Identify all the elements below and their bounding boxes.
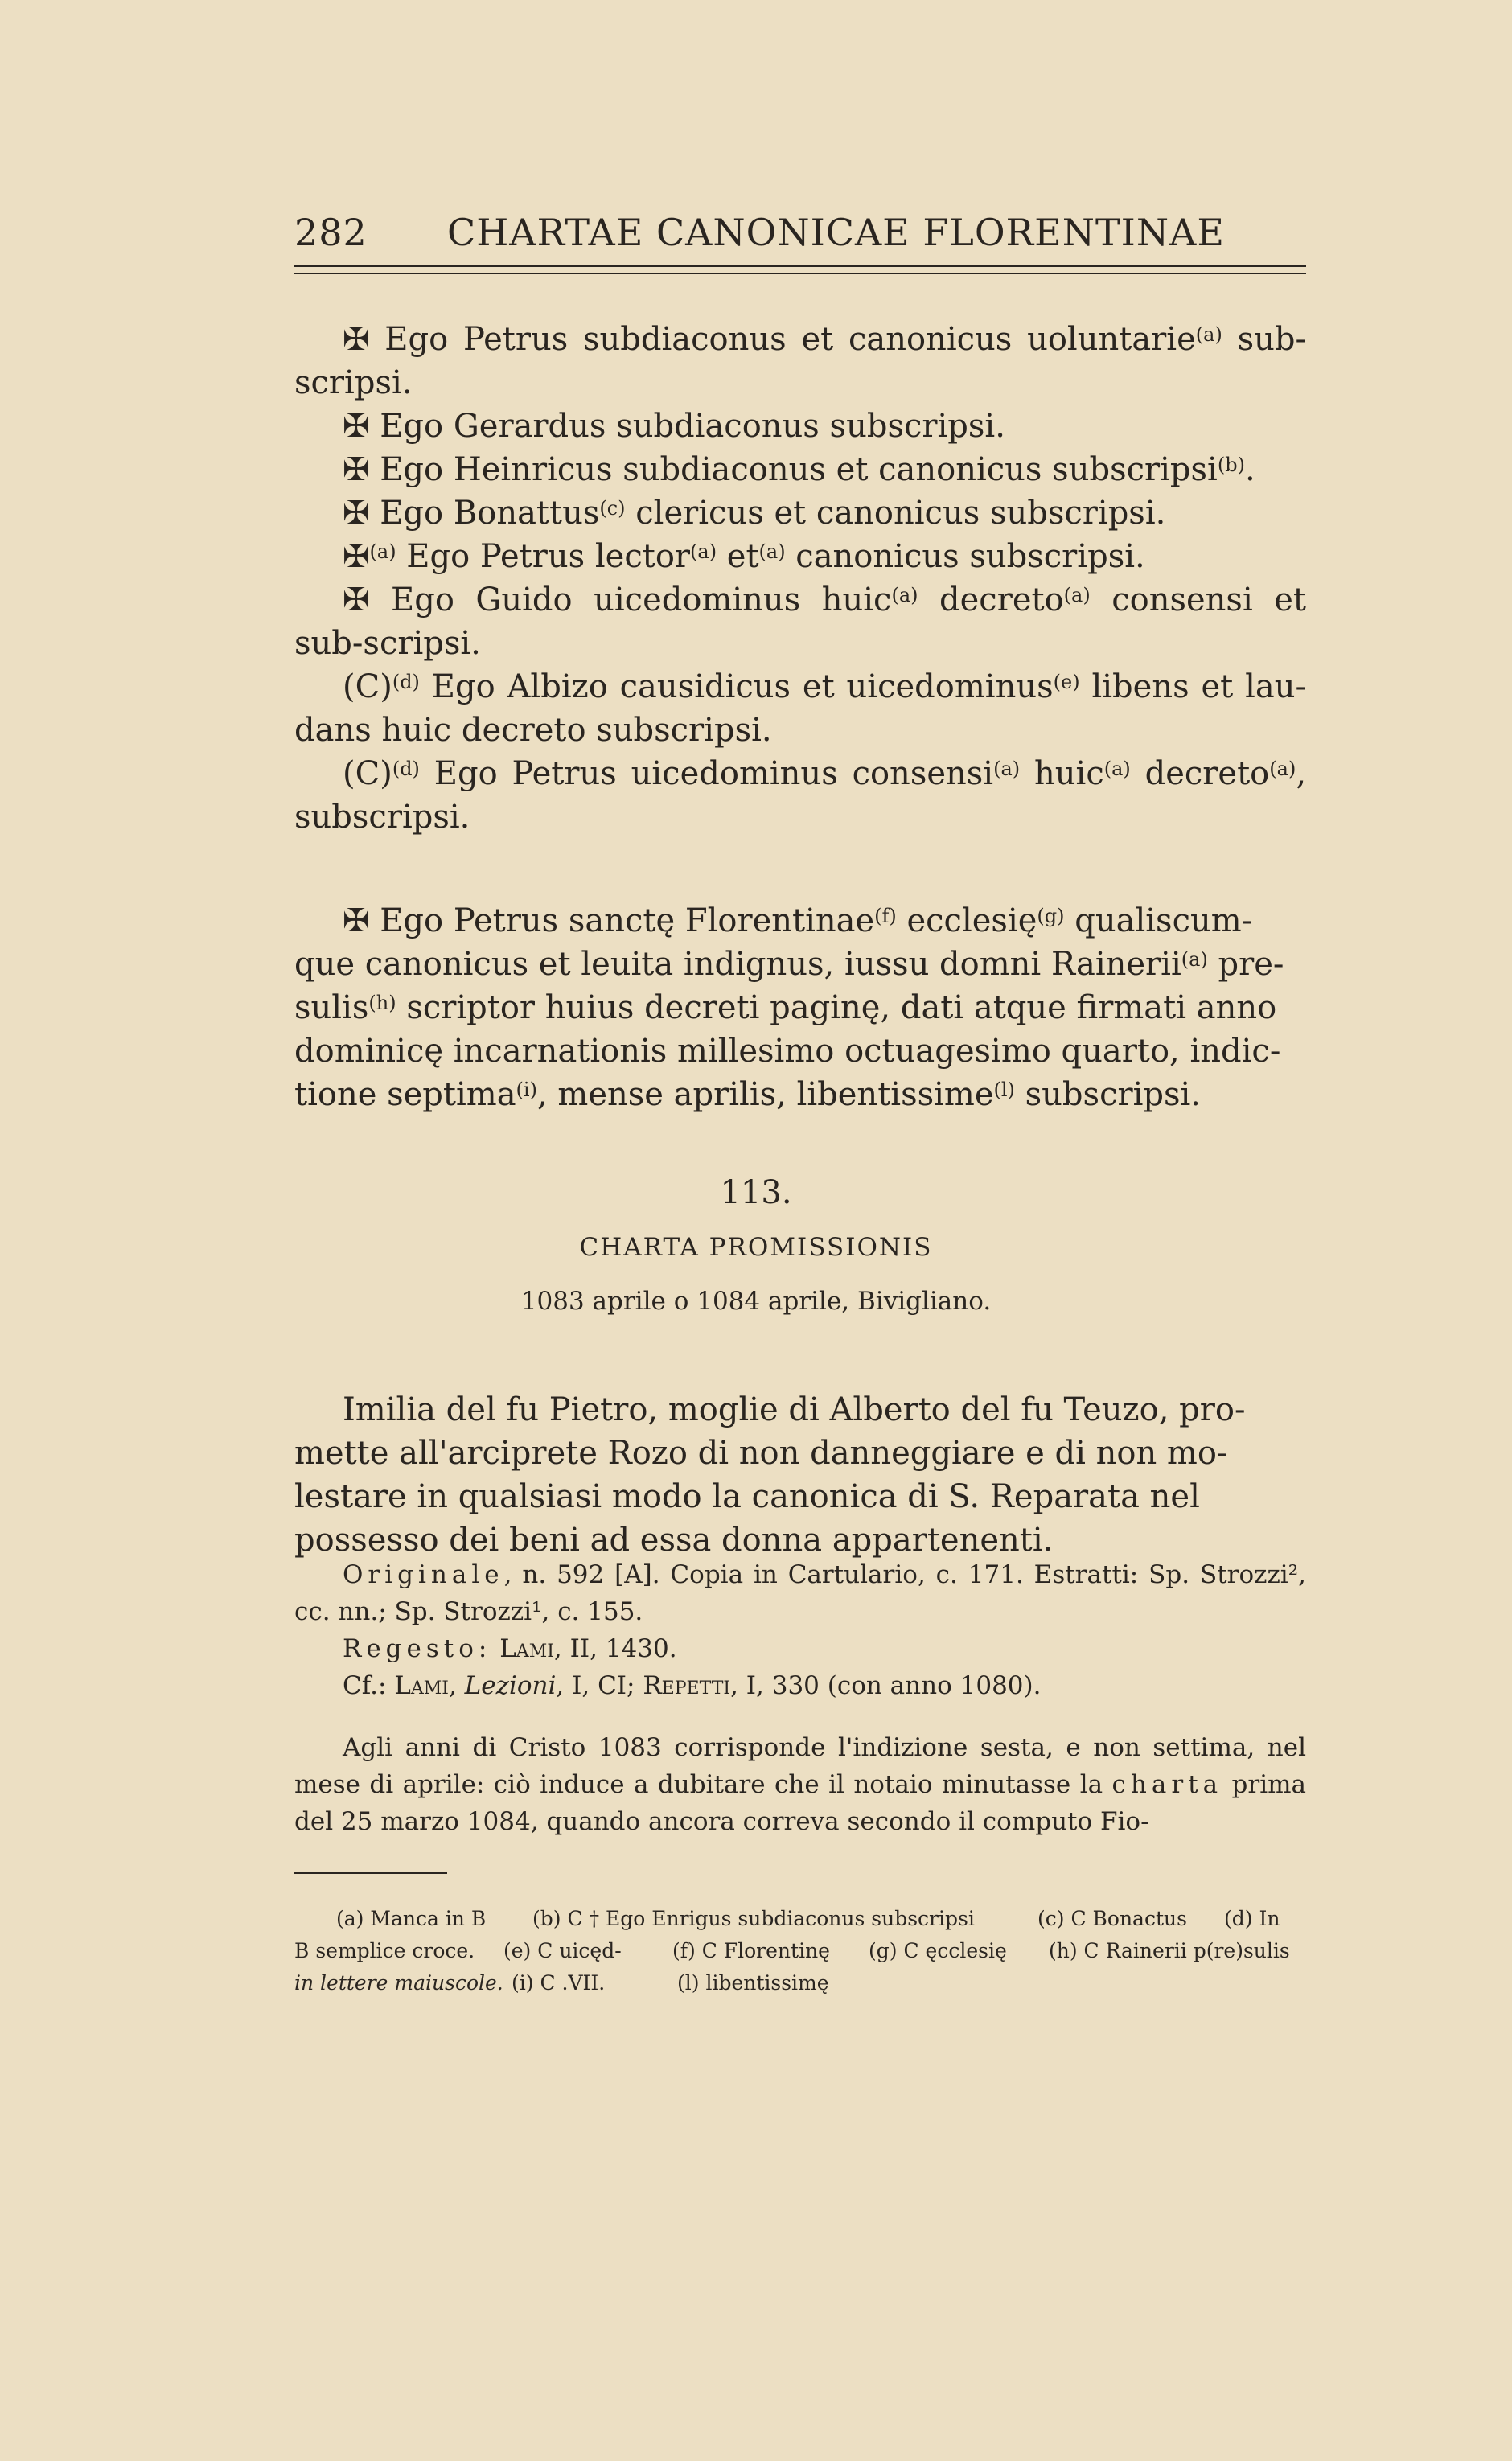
page-number: 282 [294, 211, 368, 254]
running-title: CHARTAE CANONICAE FLORENTINAE [447, 211, 1225, 254]
footnote-d-end: in lettere maiuscole. [294, 1971, 503, 1995]
footnote-row [294, 1903, 1306, 1935]
footnote-g: (g) C ęcclesię [869, 1939, 1007, 1962]
signatures-block [294, 318, 1306, 839]
footnote-f: (f) C Florentinę [672, 1939, 830, 1962]
header-rule [294, 265, 1306, 274]
document-date: 1083 aprile o 1084 aprile, Bivigliano. [520, 1287, 992, 1316]
signature-line: ✠$^{(a)}$ Ego Petrus lector$^{(a)}$ $et^{(a)}$ canonicus subscripsi. [343, 538, 1145, 575]
footnote-d-cont: B semplice croce. [294, 1939, 475, 1962]
cross-icon: ✠ [343, 321, 370, 358]
cross-icon: ✠ [343, 581, 370, 618]
footnote-rule [294, 1872, 447, 1874]
footnotes [294, 1903, 1306, 1999]
signature-line: ✠ Ego Gerardus subdiaconus subscripsi. [343, 408, 1005, 445]
footnote-d: (d) In [1224, 1907, 1280, 1930]
commentary: Agli anni di Cristo 1083 corrisponde l'indizione sesta, e non settima, nel mese di aprile: ciò induce a dubitare che il notaio minutasse la charta prima del 25 marzo 1084, quando ancora correva secondo il computo Fio- [294, 1733, 1307, 1836]
document-title: CHARTA PROMISSIONIS [579, 1233, 933, 1262]
cross-icon: ✠ [343, 408, 370, 445]
footnote-l: (l) libentissimę [677, 1971, 829, 1995]
footnote-row [294, 1935, 1306, 1967]
signature-line: ✠ Ego Guido uicedominus huic$^{(a)}$ decreto$^{(a)}$ consensi et sub-scripsi. [294, 581, 1306, 662]
footnote-i: (i) C .VII. [512, 1971, 606, 1995]
signature-line: $(C)^{(d)}$ Ego Albizo causidicus et uicedominus$^{(e)}$ libens et lau-dans huic decreto subscripsi. [294, 668, 1306, 749]
footnote-a: (a) Manca in B [336, 1907, 487, 1930]
footnote-h: (h) C Rainerii p(re)sulis [1049, 1939, 1290, 1962]
footnote-e: (e) C uicęd- [503, 1939, 622, 1962]
document-summary: Imilia del fu Pietro, moglie di Alberto del fu Teuzo, pro-mette all'arciprete Rozo di non danneggiare e di non mo-lestare in qualsiasi modo la canonica di S. Reparata nel possesso dei beni ad essa donna appartenenti. [294, 1391, 1246, 1559]
cross-icon: ✠ [343, 495, 370, 532]
originale-note: Originale, n. 592 [A]. Copia in Cartulario, c. 171. Estratti: Sp. Strozzi², cc. nn.; Sp. Strozzi¹, c. 155. [294, 1560, 1306, 1626]
signature-line: ✠ Ego Petrus subdiaconus et canonicus uoluntarie$^{(a)}$ sub-scripsi. [294, 321, 1307, 401]
signature-line: ✠ Ego Heinricus subdiaconus et canonicus subscripsi$^{(b)}$. [343, 451, 1255, 488]
signature-line: $(C)^{(d)}$ Ego Petrus uicedominus consensi$^{(a)}$ huic$^{(a)}$ decreto$^{(a)}$, subscripsi. [294, 755, 1307, 836]
cross-icon: ✠ [343, 451, 370, 488]
petrus-paragraph: ✠ Ego Petrus sanctę Florentinae$^{(f)}$ ecclesię$^{(g)}$ qualiscum-que canonicus et leuita indignus, iussu domni Rainerii$^{(a)}$ pre-sulis$^{(h)}$ scriptor huius decreti paginę, dati atque firmati anno dominicę incarnationis millesimo octuagesimo quarto, indic-tione septima$^{(i)}$, mense aprilis, libentissime$^{(l)}$ subscripsi. [294, 902, 1284, 1113]
footnote-row [294, 1967, 1306, 1999]
cf-note: Cf.: Lami, Lezioni, I, CI; Repetti, I, 330 (con anno 1080). [343, 1671, 1042, 1700]
footnote-b: (b) C † Ego Enrigus subdiaconus subscripsi [532, 1907, 975, 1930]
footnote-c: (c) C Bonactus [1037, 1907, 1187, 1930]
cross-icon: ✠ [343, 538, 370, 575]
cross-icon: ✠ [343, 902, 370, 939]
regesto-note: Regesto: Lami, II, 1430. [343, 1634, 677, 1663]
document-number: 113. [720, 1174, 792, 1211]
signature-line: ✠ Ego Bonattus$^{(c)}$ clericus et canonicus subscripsi. [343, 495, 1166, 532]
archival-notes [294, 1556, 1306, 1704]
